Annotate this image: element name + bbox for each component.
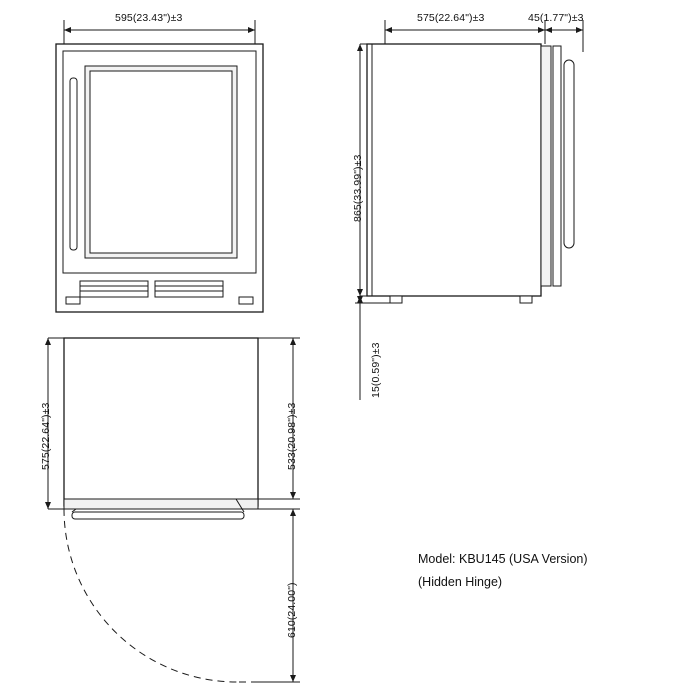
plan-door-swing-arc [64, 509, 237, 682]
front-dim-arrow-right [248, 27, 255, 33]
side-height-arrow-bottom [357, 289, 363, 296]
plan-inner-arrow-top [290, 338, 296, 345]
side-height-dimension-label: 865(33.99")±3 [352, 154, 364, 222]
side-foot-back [520, 296, 532, 303]
side-door-slab [541, 46, 551, 286]
plan-inner-arrow-bottom [290, 492, 296, 499]
side-handle-arrow-right [576, 27, 583, 33]
front-foot-right [239, 297, 253, 304]
plan-door-handle [72, 512, 244, 519]
side-depth-arrow-right [538, 27, 545, 33]
side-depth-dimension-label: 575(22.64")±3 [417, 12, 485, 24]
plan-depth-arrow-bottom [45, 502, 51, 509]
side-plinth-dimension-label: 15(0.59")±3 [370, 342, 382, 398]
front-foot-left [66, 297, 80, 304]
front-door-handle [70, 78, 77, 250]
side-cabinet-outline [367, 44, 541, 296]
plan-inner-depth-dimension-label: 533(20.98")±3 [286, 402, 298, 470]
plan-depth-arrow-top [45, 338, 51, 345]
side-handle-arrow-left [545, 27, 552, 33]
side-foot-front [390, 296, 402, 303]
side-height-arrow-top [357, 44, 363, 51]
plan-swing-arrow-top [290, 509, 296, 516]
front-glass-inner [90, 71, 232, 253]
plan-cabinet-outline [64, 338, 258, 506]
front-vent-right [155, 281, 223, 297]
model-note-line2: (Hidden Hinge) [418, 575, 503, 589]
side-door-gap [553, 46, 561, 286]
side-door-handle [564, 60, 574, 248]
front-width-dimension-label: 595(23.43")±3 [115, 12, 183, 24]
model-note-line1: Model: KBU145 (USA Version) [418, 552, 588, 566]
front-dim-arrow-left [64, 27, 71, 33]
front-vent-left [80, 281, 148, 297]
plan-swing-arrow-bottom [290, 675, 296, 682]
plan-door-strip [64, 499, 258, 509]
side-handle-dimension-label: 45(1.77")±3 [528, 12, 584, 24]
side-depth-arrow-left [385, 27, 392, 33]
plan-swing-dimension-label: 610(24.00") [286, 582, 298, 638]
plan-depth-dimension-label: 575(22.64")±3 [40, 402, 52, 470]
